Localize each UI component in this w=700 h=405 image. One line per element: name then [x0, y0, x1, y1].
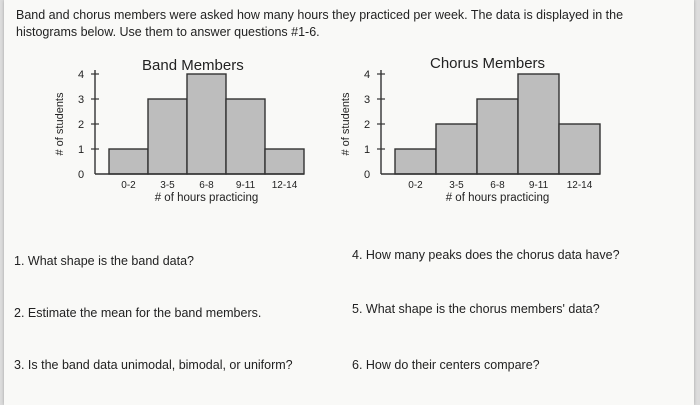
- bar-0-2: [109, 149, 148, 174]
- y-tick-label: 1: [77, 144, 85, 156]
- bar-6-8: [187, 74, 226, 174]
- bar-3-5: [436, 124, 477, 174]
- y-tick-label: 0: [363, 169, 371, 181]
- y-axis-label: # of students: [340, 92, 352, 156]
- band-histogram: [54, 69, 319, 210]
- bar-12-14: [265, 149, 304, 174]
- band-chart-title: Band Members: [142, 57, 244, 74]
- y-axis-label: # of students: [54, 92, 66, 156]
- bar-12-14: [559, 124, 600, 174]
- chorus-chart-title: Chorus Members: [430, 55, 546, 72]
- bar-6-8: [477, 99, 518, 174]
- x-axis-label: # of hours practicing: [154, 192, 259, 204]
- x-tick-label: 6-8: [199, 180, 214, 191]
- question-1: 1. What shape is the band data?: [14, 254, 194, 268]
- question-2: 2. Estimate the mean for the band members.: [14, 306, 262, 320]
- y-tick-label: 1: [363, 144, 371, 156]
- x-axis-label: # of hours practicing: [445, 192, 550, 204]
- chorus-histogram: [340, 69, 622, 210]
- bar-9-11: [226, 99, 265, 174]
- x-tick-label: 9-11: [528, 180, 549, 191]
- question-5: 5. What shape is the chorus members' data?: [352, 302, 600, 316]
- y-tick-label: 0: [77, 169, 85, 181]
- worksheet-page: [4, 0, 694, 405]
- question-3: 3. Is the band data unimodal, bimodal, or uniform?: [14, 358, 293, 372]
- y-tick-label: 4: [77, 69, 85, 81]
- y-tick-label: 2: [77, 119, 85, 131]
- bar-0-2: [395, 149, 436, 174]
- intro-line-1: Band and chorus members were asked how many hours they practiced per week. The data is displayed in the: [16, 8, 624, 22]
- y-tick-label: 3: [77, 94, 85, 106]
- x-tick-label: 3-5: [449, 180, 464, 191]
- x-tick-label: 3-5: [160, 180, 175, 191]
- x-tick-label: 6-8: [490, 180, 505, 191]
- x-tick-label: 0-2: [121, 180, 136, 191]
- x-tick-label: 9-11: [235, 180, 256, 191]
- y-tick-label: 2: [363, 119, 371, 131]
- bar-9-11: [518, 74, 559, 174]
- bar-3-5: [148, 99, 187, 174]
- question-6: 6. How do their centers compare?: [352, 358, 540, 372]
- y-tick-label: 3: [363, 94, 371, 106]
- question-4: 4. How many peaks does the chorus data have?: [352, 248, 620, 262]
- x-tick-label: 12-14: [566, 180, 593, 191]
- intro-line-2: histograms below. Use them to answer questions #1-6.: [16, 25, 320, 39]
- x-tick-label: 0-2: [408, 180, 423, 191]
- y-tick-label: 4: [363, 69, 371, 81]
- x-tick-label: 12-14: [271, 180, 298, 191]
